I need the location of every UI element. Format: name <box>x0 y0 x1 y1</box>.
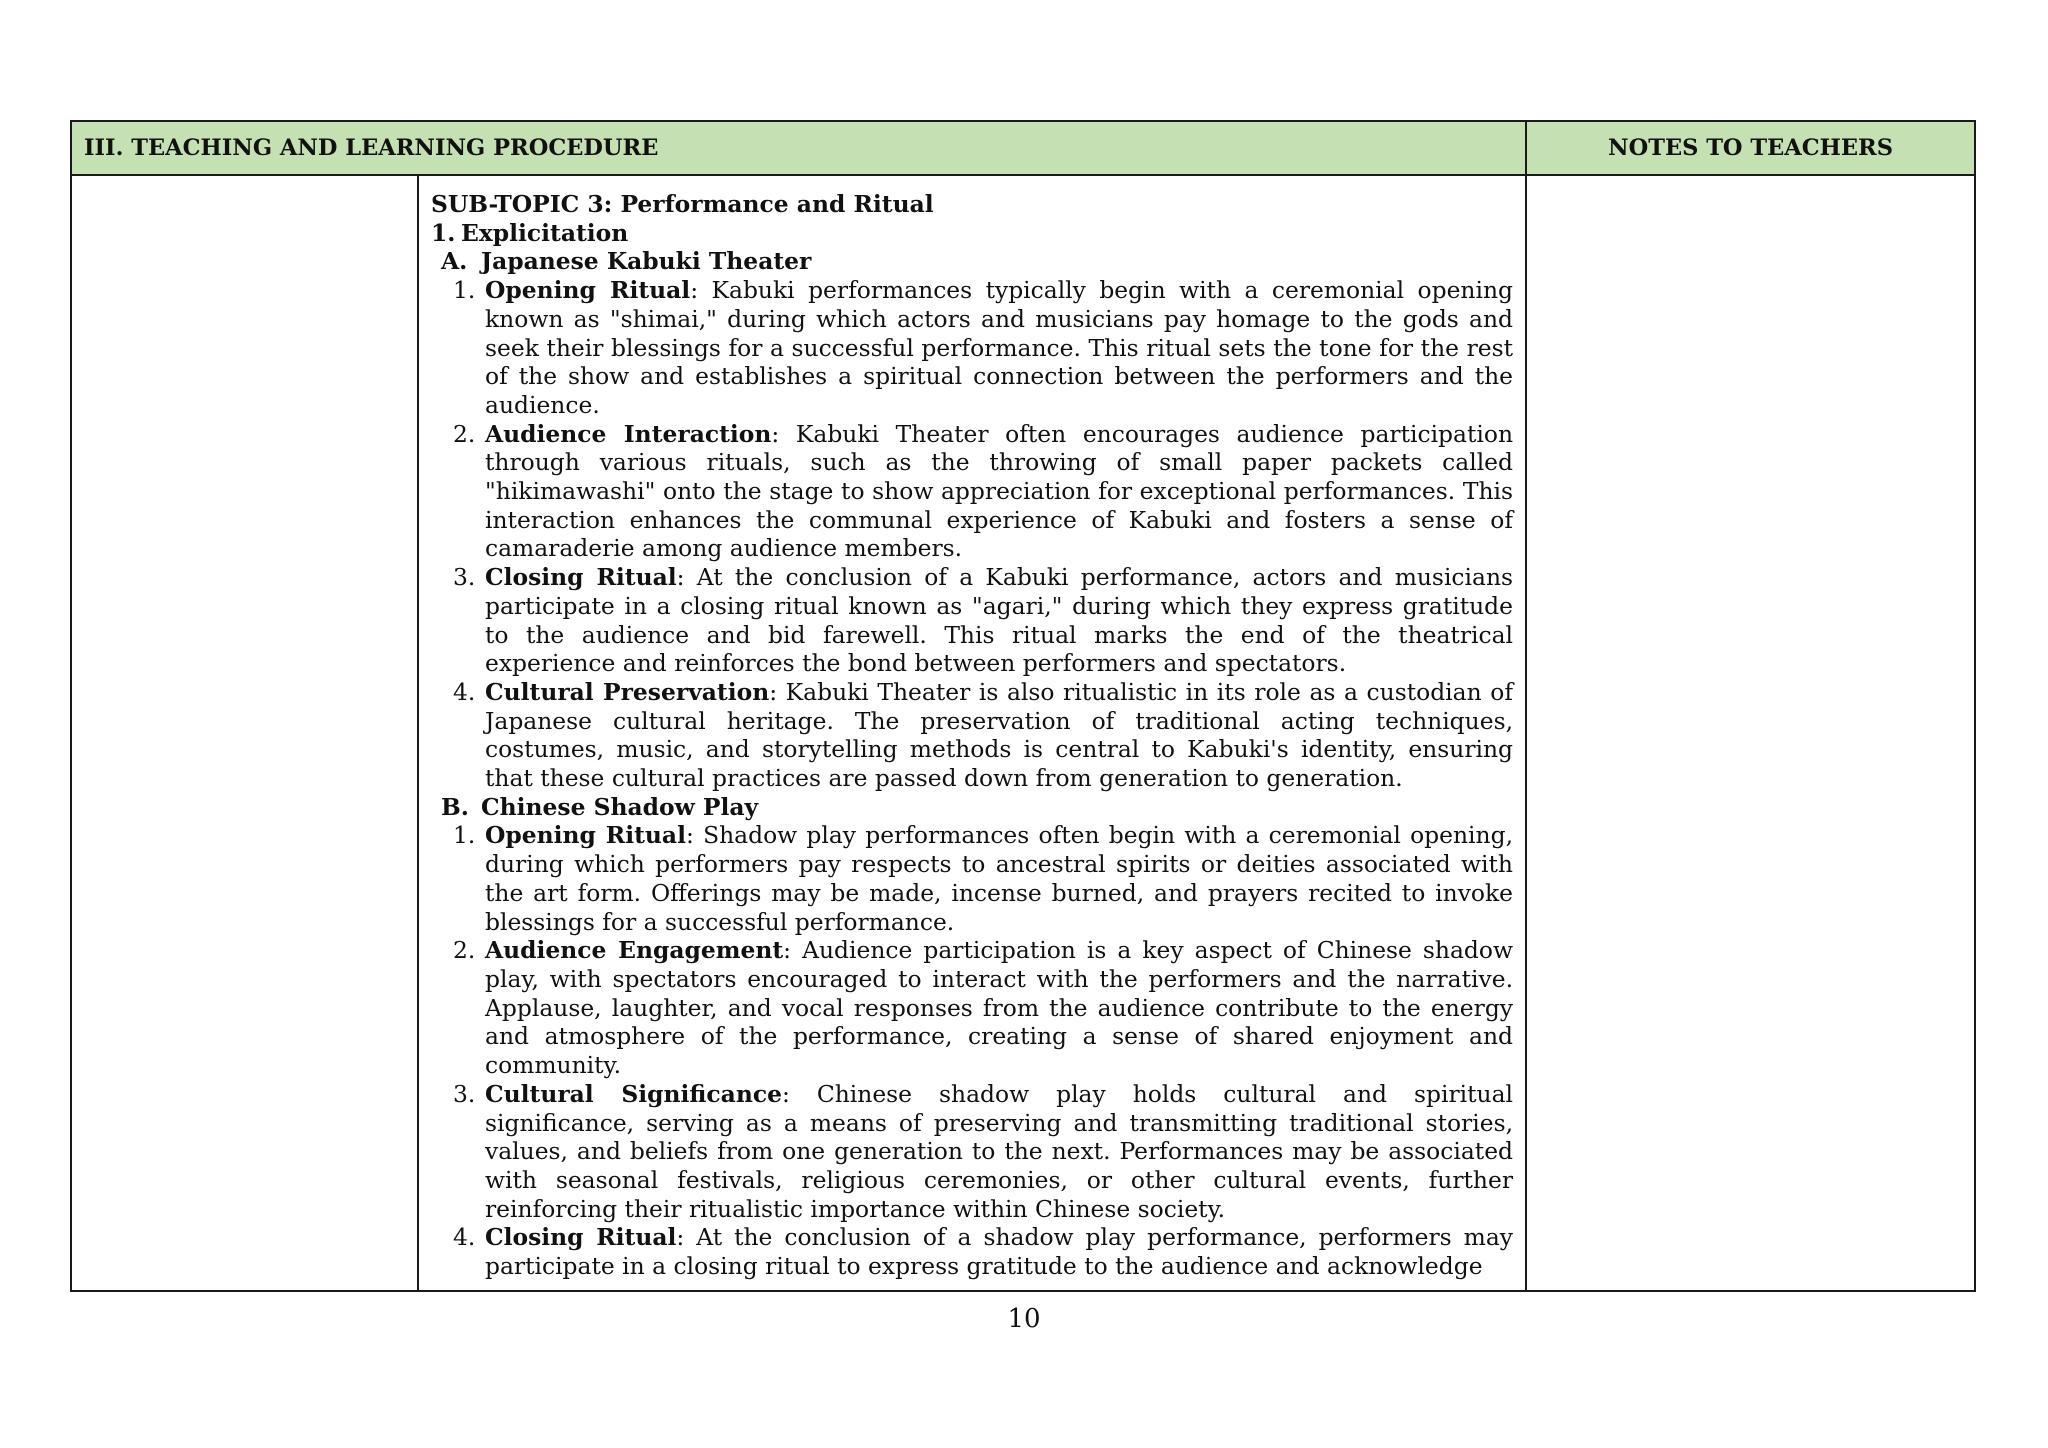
item-text: : Shadow play performances often begin with a ceremonial opening, during which performers pay respects to ancestral spirits or deities associated with the art form. Offerings may be made, incense burned, and prayers recited to invoke blessings for a successful performance. <box>485 821 1514 936</box>
item-number: 3. <box>453 563 476 592</box>
notes-header: NOTES TO TEACHERS <box>1526 121 1975 175</box>
section-title: Chinese Shadow Play <box>481 792 759 821</box>
item-term: Closing Ritual <box>485 563 677 592</box>
page-number: 10 <box>1007 1304 1041 1334</box>
item-number: 3. <box>453 1079 476 1108</box>
item-text: : At the conclusion of a shadow play performance, performers may participate in a closing ritual to express gratitude to the audience and acknowledge <box>485 1223 1513 1281</box>
section-title: Japanese Kabuki Theater <box>481 247 812 276</box>
item-text: : Kabuki Theater is also ritualistic in its role as a custodian of Japanese cultural heritage. The preservation of traditional acting techniques, costumes, music, and storytelling methods is central to Kabuki's identity, ensuring that these cultural practices are passed down from generation to generation. <box>485 677 1514 793</box>
procedure-table <box>70 120 1976 1292</box>
list-item <box>431 1223 1513 1280</box>
item-term: Cultural Significance <box>485 1079 782 1108</box>
list-item <box>431 821 1513 936</box>
list-item <box>431 276 1513 420</box>
item-text: : At the conclusion of a Kabuki performance, actors and musicians participate in a closing ritual known as "agari," during which they express gratitude to the audience and bid farewell. This ritual marks the end of the theatrical experience and reinforces the bond between performers and spectators. <box>485 563 1514 678</box>
step-heading <box>431 219 1513 248</box>
left-empty-cell <box>71 175 418 1291</box>
item-number: 1. <box>453 276 476 305</box>
notes-cell <box>1526 175 1975 1291</box>
item-number: 2. <box>453 419 476 448</box>
content-cell <box>418 175 1526 1291</box>
item-term: Opening Ritual <box>485 821 686 850</box>
section-heading-a <box>431 247 1513 276</box>
section-letter: B. <box>441 792 469 821</box>
item-term: Audience Interaction <box>485 419 772 448</box>
section-letter: A. <box>441 247 468 276</box>
item-term: Cultural Preservation <box>485 677 770 706</box>
item-number: 1. <box>453 821 476 850</box>
item-text: : Kabuki performances typically begin with a ceremonial opening known as "shimai," during which actors and musicians pay homage to the gods and seek their blessings for a successful performance. This ritual sets the tone for the rest of the show and establishes a spiritual connection between the performers and the audience. <box>485 276 1514 419</box>
item-text: : Audience participation is a key aspect of Chinese shadow play, with spectators encouraged to interact with the performers and the narrative. Applause, laughter, and vocal responses from the audience contribute to the energy and atmosphere of the performance, creating a sense of shared enjoyment and community. <box>485 936 1514 1080</box>
list-item <box>431 678 1513 793</box>
list-item <box>431 563 1513 678</box>
step-number: 1. <box>431 218 456 247</box>
list-item <box>431 936 1513 1080</box>
item-text: : Chinese shadow play holds cultural and spiritual significance, serving as a means of preserving and transmitting traditional stories, values, and beliefs from one generation to the next. Performances may be associated with seasonal festivals, religious ceremonies, or other cultural events, further reinforcing their ritualistic importance within Chinese society. <box>485 1079 1514 1223</box>
list-item <box>431 1080 1513 1224</box>
procedure-header: III. TEACHING AND LEARNING PROCEDURE <box>71 121 1526 175</box>
item-number: 4. <box>453 677 476 706</box>
list-item <box>431 420 1513 564</box>
item-number: 2. <box>453 936 476 965</box>
subtopic-title: SUB-TOPIC 3: Performance and Ritual <box>431 190 934 218</box>
item-term: Closing Ritual <box>485 1223 677 1252</box>
item-number: 4. <box>453 1223 476 1252</box>
step-title: Explicitation <box>461 218 629 247</box>
item-text: : Kabuki Theater often encourages audience participation through various rituals, such as the throwing of small paper packets called "hikimawashi" onto the stage to show appreciation for exceptional performances. This interaction enhances the communal experience of Kabuki and fosters a sense of camaraderie among audience members. <box>485 419 1514 563</box>
section-heading-b <box>431 793 1513 822</box>
item-term: Audience Engagement <box>485 936 784 965</box>
item-term: Opening Ritual <box>485 276 691 305</box>
